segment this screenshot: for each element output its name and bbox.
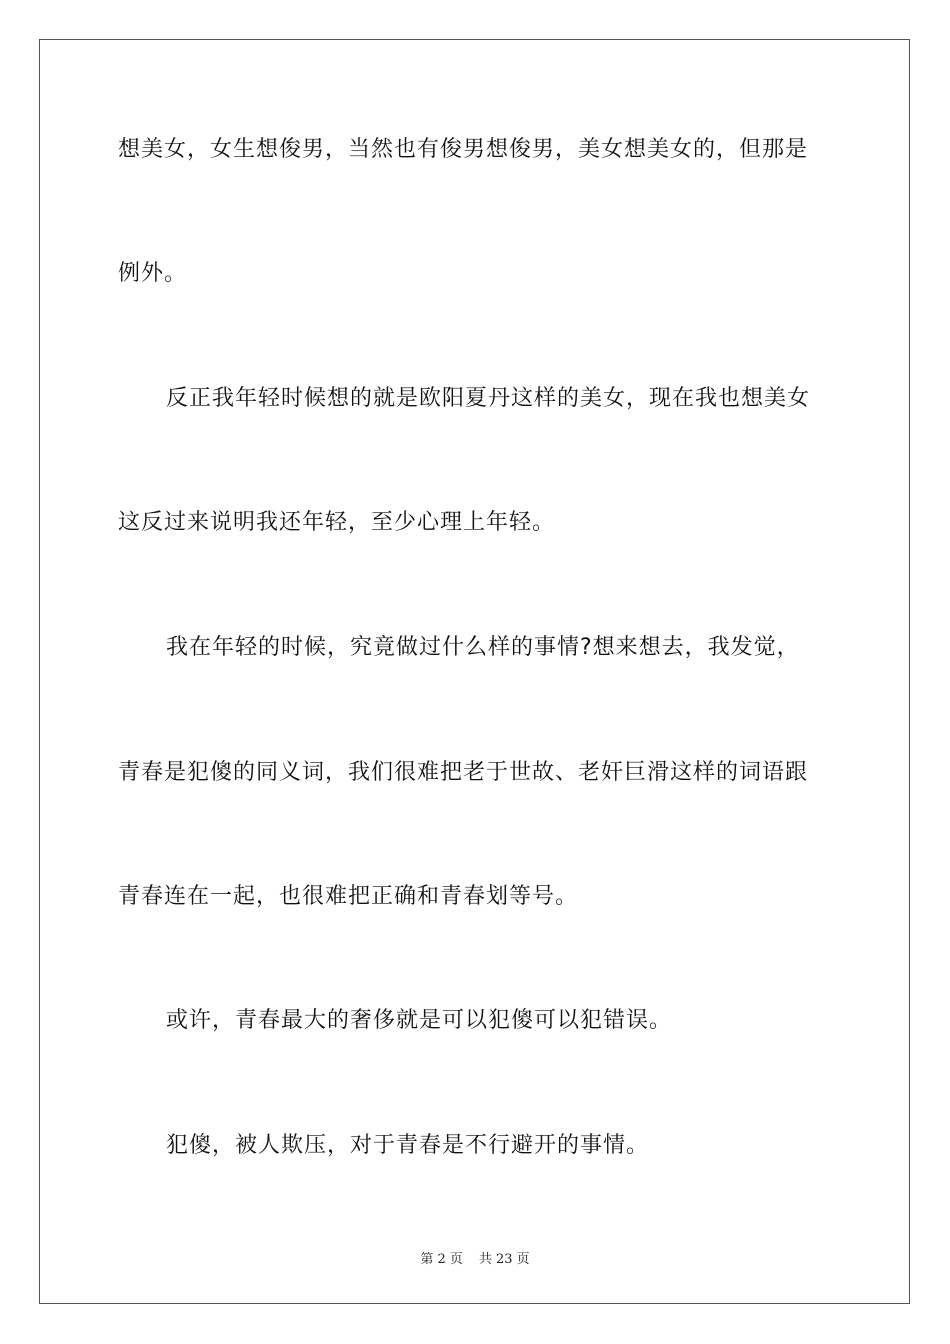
text-line-3: 反正我年轻时候想的就是欧阳夏丹这样的美女，现在我也想美女 (166, 386, 811, 411)
text-line-7: 青春连在一起，也很难把正确和青春划等号。 (118, 884, 579, 909)
text-line-9: 犯傻，被人欺压，对于青春是不行避开的事情。 (166, 1133, 650, 1158)
text-line-2: 例外。 (118, 261, 188, 286)
page-footer (0, 1248, 950, 1267)
text-line-4: 这反过来说明我还年轻，至少心理上年轻。 (118, 510, 556, 535)
text-line-1: 想美女，女生想俊男，当然也有俊男想俊男，美女想美女的，但那是 (118, 137, 809, 162)
text-line-5: 我在年轻的时候，究竟做过什么样的事情?想来想去，我发觉， (166, 635, 800, 660)
text-line-8: 或许，青春最大的奢侈就是可以犯傻可以犯错误。 (166, 1008, 673, 1033)
page-border (39, 39, 910, 1304)
page-number: 第 2 页 (420, 1252, 463, 1267)
page-total: 共 23 页 (478, 1252, 530, 1267)
text-line-6: 青春是犯傻的同义词，我们很难把老于世故、老奸巨滑这样的词语跟 (118, 760, 809, 785)
